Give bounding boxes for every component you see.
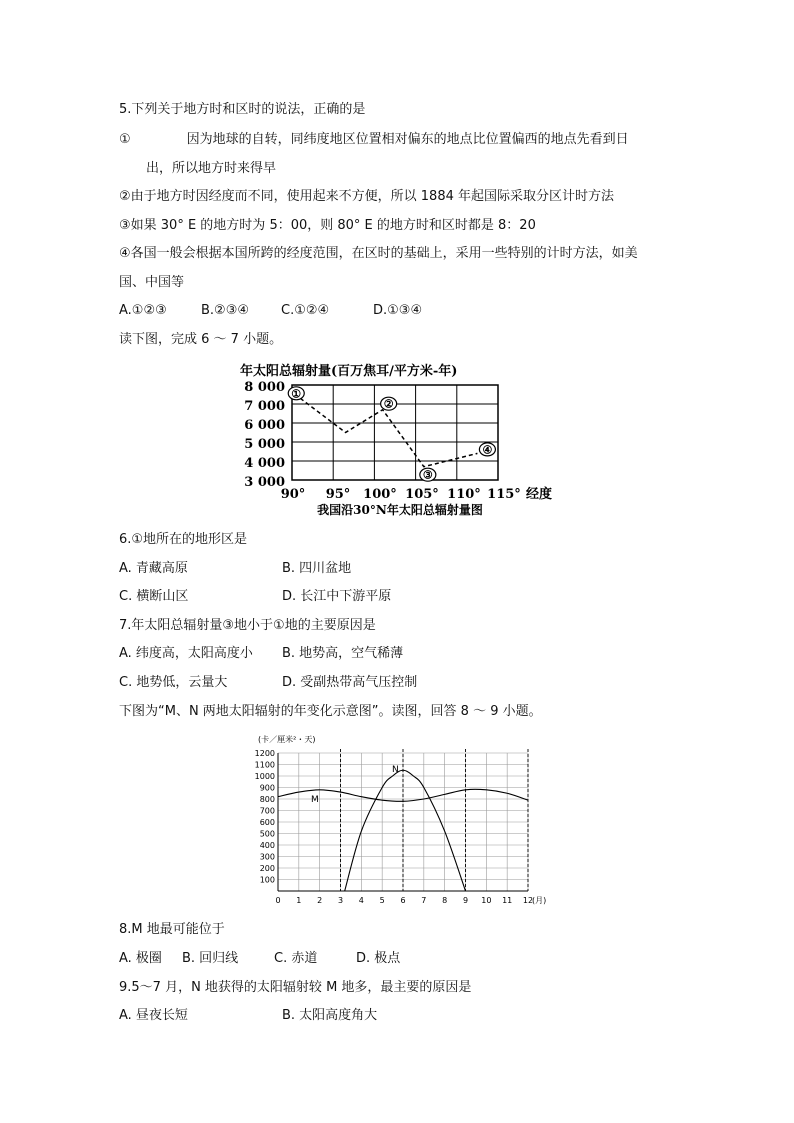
chart2-x-tick: 3: [337, 896, 344, 905]
q7-option-d: D. 受副热带高气压控制: [282, 675, 418, 690]
chart2-y-tick: 1100: [254, 760, 275, 770]
q8-option-b: B. 回归线: [182, 951, 239, 966]
intro-8-9: 下图为“M、N 两地太阳辐射的年变化示意图”。读图，回答 8 ～ 9 小题。: [119, 704, 542, 719]
q5-s1-text: 因为地球的自转，同纬度地区位置相对偏东的地点比位置偏西的地点先看到日: [186, 132, 629, 147]
chart1-y-tick: 7 000: [244, 399, 285, 414]
q6-option-a: A. 青藏高原: [119, 561, 188, 576]
chart2-y-tick: 700: [259, 806, 275, 816]
chart2-x-tick: 10: [481, 896, 492, 905]
chart1-x-tick: 90°: [280, 487, 306, 502]
chart2-x-ticks: [275, 896, 533, 905]
q7-stem: 7.年太阳总辐射量③地小于①地的主要原因是: [119, 618, 376, 633]
q8-option-d: D. 极点: [356, 951, 401, 966]
chart1-y-tick: 5 000: [244, 437, 285, 452]
chart1-x-tick: 110°: [447, 487, 481, 502]
q7-option-b: B. 地势高，空气稀薄: [282, 646, 404, 661]
chart2-y-tick: 1200: [254, 749, 275, 758]
q6-option-d: D. 长江中下游平原: [282, 589, 392, 604]
chart2-label-m: M: [311, 795, 319, 805]
chart2-y-tick: 800: [259, 795, 275, 804]
q9-options: [119, 1006, 377, 1026]
chart2-y-tick: 300: [259, 852, 275, 862]
q7-options-row1: [119, 644, 403, 664]
q8-options: [119, 949, 400, 969]
chart2-y-tick: 100: [259, 875, 275, 885]
chart2-x-tick: 0: [275, 896, 281, 905]
chart2-y-ticks: [255, 749, 275, 885]
chart1-header: 年太阳总辐射量(百万焦耳/平方米-年): [240, 364, 458, 379]
chart1-figure: [235, 360, 565, 520]
chart2-x-tick: 1: [296, 896, 302, 905]
q8-stem: 8.M 地最可能位于: [119, 922, 225, 937]
chart2-y-tick: 500: [259, 829, 275, 839]
chart1-x-ticks: [281, 486, 552, 502]
q5-options: [119, 301, 422, 321]
chart1-point-label: ①: [291, 387, 302, 401]
q5-option-d: D.①③④: [373, 303, 423, 318]
q5-statement-4: ④各国一般会根据本国所跨的经度范围，在区时的基础上，采用一些特别的计时方法，如美: [119, 246, 638, 261]
chart1-y-tick: 4 000: [244, 456, 285, 471]
q5-statement-3: ③如果 30° E 的地方时为 5：00，则 80° E 的地方时和区时都是 8：20: [119, 218, 536, 233]
chart2-x-tick: 5: [379, 896, 385, 905]
chart2-y-tick: 600: [259, 818, 275, 827]
chart2-y-tick: 900: [259, 783, 275, 793]
q6-options-row1: [119, 559, 351, 579]
q5-option-a: A.①②③: [119, 303, 167, 318]
chart1-point-label: ④: [482, 443, 493, 457]
q5-statement-4-cont: 国、中国等: [119, 275, 185, 290]
q8-option-c: C. 赤道: [274, 951, 318, 966]
q8-option-a: A. 极圈: [119, 951, 162, 966]
chart2-series-n: [345, 770, 466, 891]
q5-stem: 5.下列关于地方时和区时的说法，正确的是: [119, 102, 366, 117]
q5-statement-1: [119, 130, 629, 150]
q5-option-c: C.①②④: [281, 303, 330, 318]
chart1-point-label: ②: [383, 397, 394, 411]
q6-option-c: C. 横断山区: [119, 589, 189, 604]
chart2-x-tick: 4: [358, 896, 364, 905]
q7-option-a: A. 纬度高，太阳高度小: [119, 646, 253, 661]
chart2-y-tick: 400: [259, 841, 275, 850]
chart1-x-tick: 115°: [487, 487, 521, 502]
chart2-label-n: N: [392, 765, 399, 775]
q6-stem: 6.①地所在的地形区是: [119, 532, 248, 547]
chart2-x-tick: 11: [502, 896, 513, 905]
chart1-x-unit: 经度: [526, 487, 553, 502]
chart2-y-tick: 1000: [254, 772, 275, 781]
q5-statement-1-cont: 出，所以地方时来得早: [146, 161, 277, 176]
chart1-x-tick: 95°: [325, 487, 351, 502]
chart1-series: [288, 387, 495, 482]
chart1-caption: 我国沿30°N年太阳总辐射量图: [317, 503, 483, 517]
chart2-x-tick: 8: [442, 896, 448, 905]
chart2-unit: (卡／厘米²・天): [258, 735, 316, 744]
chart2-x-tick: 12: [522, 896, 534, 905]
q6-option-b: B. 四川盆地: [282, 561, 352, 576]
chart1-y-ticks: [244, 380, 285, 490]
chart2-x-tick: 7: [421, 896, 427, 905]
intro-6-7: 读下图，完成 6 ～ 7 小题。: [119, 332, 283, 347]
q7-options-row2: [119, 673, 417, 693]
q7-option-c: C. 地势低，云量大: [119, 675, 228, 690]
chart1-x-tick: 105°: [405, 487, 439, 502]
chart1-y-tick: 8 000: [244, 380, 285, 395]
chart2-x-tick: 2: [317, 896, 323, 905]
chart1-y-tick: 3 000: [244, 475, 285, 490]
chart2-x-tick: 9: [462, 896, 469, 905]
chart2-x-tick: 6: [400, 896, 406, 905]
chart1-point-label: ③: [422, 468, 433, 482]
chart2-figure: [238, 731, 558, 911]
chart1-x-tick: 100°: [363, 487, 397, 502]
chart1-y-tick: 6 000: [244, 418, 285, 433]
q5-option-b: B.②③④: [201, 303, 250, 318]
q6-options-row2: [119, 587, 391, 607]
q9-option-a: A. 昼夜长短: [119, 1008, 188, 1023]
q9-stem: 9.5～7 月，N 地获得的太阳辐射较 M 地多，最主要的原因是: [119, 980, 472, 995]
q9-option-b: B. 太阳高度角大: [282, 1008, 378, 1023]
q5-statement-2: ②由于地方时因经度而不同，使用起来不方便，所以 1884 年起国际采取分区计时方法: [119, 189, 615, 204]
chart2-x-unit: (月): [532, 896, 547, 905]
q5-s1-mark: ①: [119, 132, 131, 147]
chart2-y-tick: 200: [259, 864, 275, 873]
